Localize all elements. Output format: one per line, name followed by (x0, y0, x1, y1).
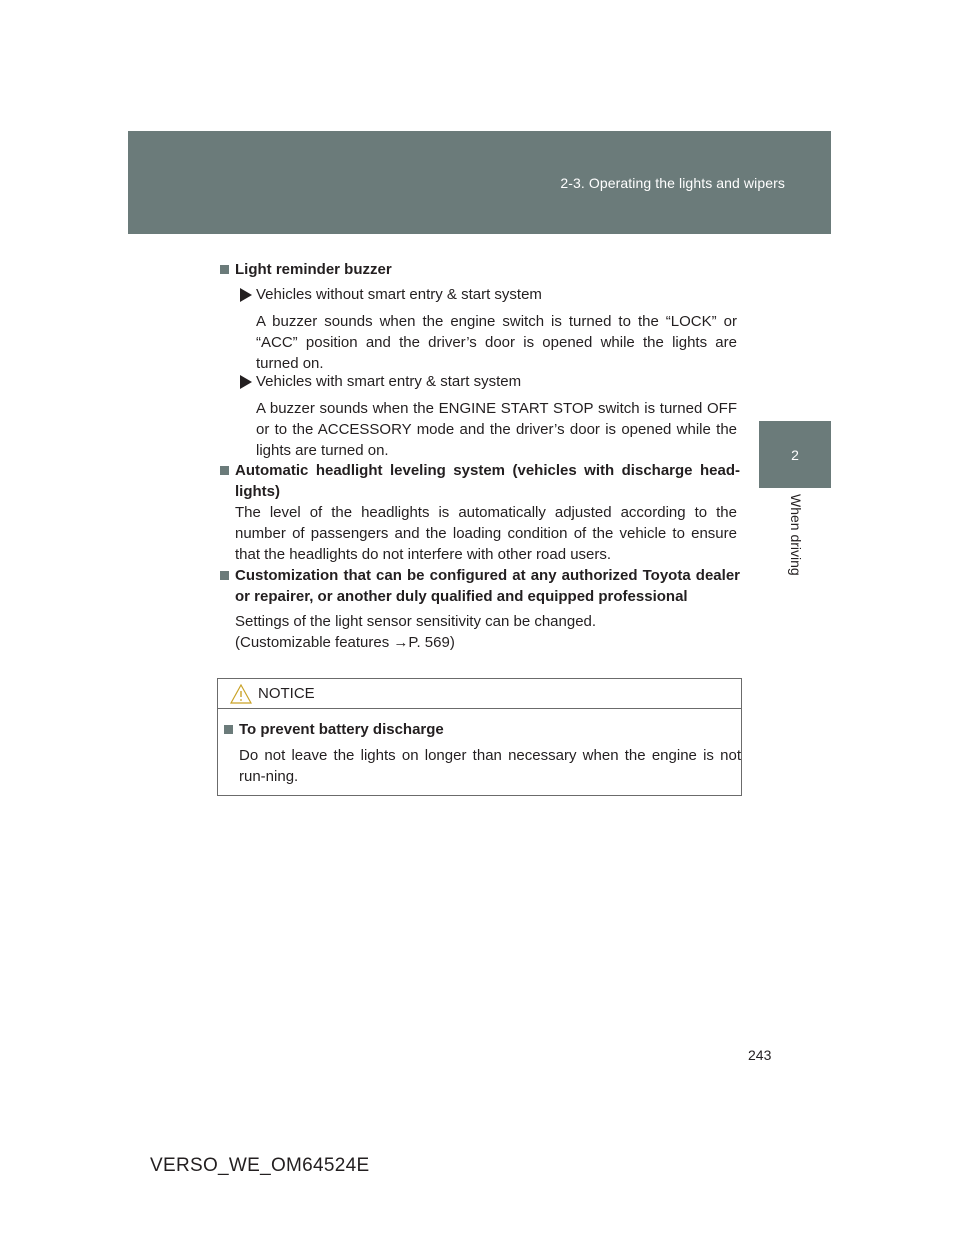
arrow-right-icon (240, 375, 252, 389)
warning-triangle-icon (230, 684, 252, 704)
heading-customization: Customization that can be configured at any authorized Toyota dealer or repairer, or another duly qualified and equipped professional (220, 565, 740, 607)
chapter-label: When driving (788, 494, 804, 576)
paragraph: Settings of the light sensor sensitivity can be changed. (Customizable features →P. 569) (235, 613, 597, 651)
document-code: VERSO_WE_OM64524E (150, 1155, 370, 1176)
heading-light-reminder: Light reminder buzzer (220, 259, 740, 280)
chapter-number: 2 (791, 446, 799, 463)
notice-text: Do not leave the lights on longer than necessary when the engine is not run-ning. (239, 747, 741, 785)
square-bullet-icon (220, 571, 229, 580)
notice-title: NOTICE (258, 685, 315, 702)
list-item: Vehicles with smart entry & start system (240, 371, 740, 392)
paragraph: A buzzer sounds when the ENGINE START STOP switch is turned OFF or to the ACCESSORY mode and the driver’s door is opened while the lights are turned on. (256, 400, 737, 459)
notice-box (217, 678, 742, 796)
chapter-tab (759, 421, 831, 488)
square-bullet-icon (220, 466, 229, 475)
heading-leveling: Automatic headlight leveling system (vehicles with discharge head-lights) (220, 460, 740, 502)
paragraph: A buzzer sounds when the engine switch is turned to the “LOCK” or “ACC” position and the driver’s door is opened while the lights are turned on. (256, 313, 737, 372)
square-bullet-icon (224, 725, 233, 734)
header-band (128, 131, 831, 234)
page-number: 243 (748, 1047, 772, 1063)
square-bullet-icon (220, 265, 229, 274)
section-title: 2-3. Operating the lights and wipers (560, 175, 785, 191)
paragraph: The level of the headlights is automatically adjusted according to the number of passengers and the loading condition of the vehicle to ensure that the headlights do not interfere with other road users. (235, 504, 737, 563)
notice-heading: To prevent battery discharge (224, 719, 729, 740)
list-item: Vehicles without smart entry & start system (240, 284, 740, 305)
notice-header (218, 679, 741, 709)
arrow-right-icon (240, 288, 252, 302)
